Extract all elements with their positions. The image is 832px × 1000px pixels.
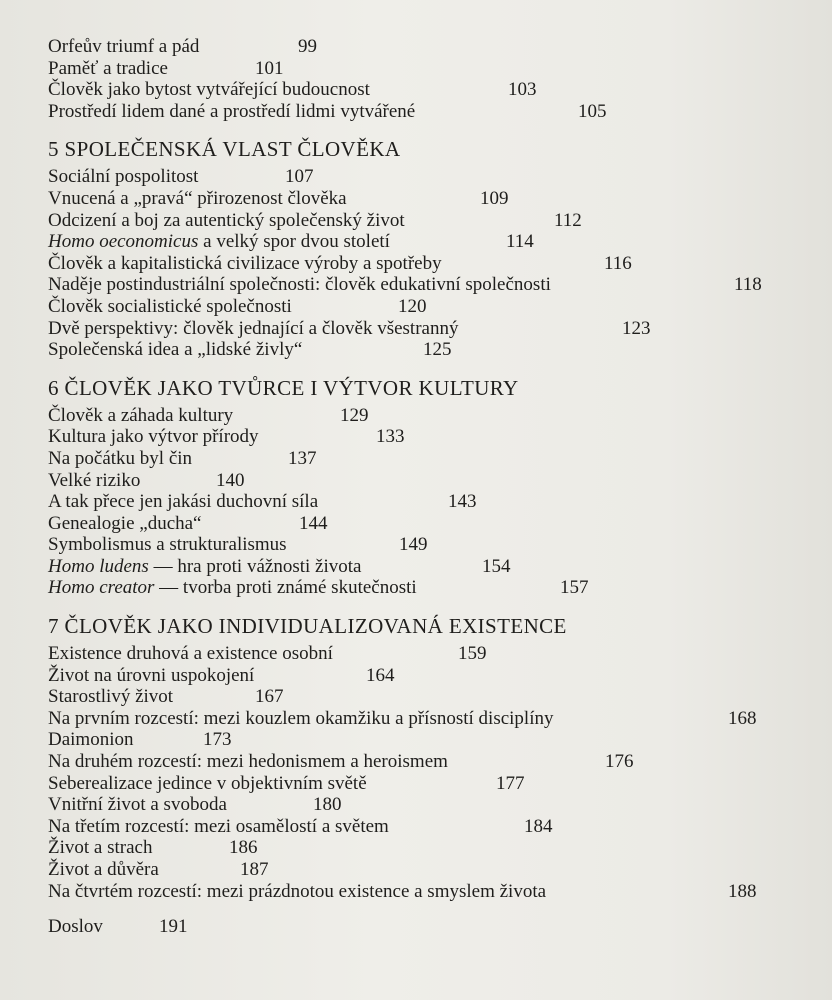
page-number: 186 [229,837,258,859]
entry-title: Na prvním rozcestí: mezi kouzlem okamžiku a přísností disciplíny [48,707,554,729]
toc-entry [48,470,808,492]
toc-entry [48,491,808,513]
entry-title: Naděje postindustriální společnosti: člověk edukativní společnosti [48,274,551,296]
section-title: 5 SPOLEČENSKÁ VLAST ČLOVĚKA [48,137,401,162]
entry-title: Život a důvěra [48,859,159,880]
intro-entries [48,36,808,122]
toc-entry [48,665,808,687]
entry-title-italic: Homo ludens [48,555,149,577]
page-number: 173 [203,729,232,751]
entry-title: Život a strach [48,837,153,859]
page-number: 109 [480,187,509,209]
toc-section [48,136,808,360]
toc-entry [48,686,808,708]
toc-entry [48,426,808,448]
page-number: 120 [398,295,427,317]
toc-entry [48,708,808,730]
entry-title: Genealogie „ducha“ [48,512,202,534]
entry-title: Seberealizace jedince v objektivním světě [48,772,367,794]
toc-entry [48,188,808,210]
toc-entry [48,773,808,795]
toc-entry [48,534,808,556]
toc-entry [48,916,808,938]
page-number: 112 [554,209,582,231]
page-number: 188 [728,880,757,902]
entry-title: Orfeův triumf a pád [48,36,200,57]
entry-title: Člověk a záhada kultury [48,404,234,426]
toc-entry [48,101,808,123]
page-number: 140 [216,469,245,491]
toc-entry [48,556,808,578]
toc-entry [48,751,808,773]
entry-title: Prostředí lidem dané a prostředí lidmi vytvářené [48,100,416,122]
page-number: 114 [506,231,534,253]
entry-title: Člověk socialistické společnosti [48,295,292,317]
toc-entry [48,210,808,232]
toc-entry [48,513,808,535]
entry-title: Na počátku byl čin [48,447,193,469]
page-number: 144 [299,512,328,534]
toc-entry [48,405,808,427]
page-number: 167 [255,686,284,708]
toc-entry [48,296,808,318]
page-number: 125 [423,339,452,361]
page-number: 177 [496,772,525,794]
entry-title: Daimonion [48,729,134,751]
toc-entry [48,448,808,470]
entry-title: Vnucená a „pravá“ přirozenost člověka [48,187,347,209]
page-number: 116 [604,252,632,274]
toc-entry [48,253,808,275]
toc-section [48,613,808,902]
entry-title: Člověk a kapitalistická civilizace výroby a spotřeby [48,252,442,274]
page-number: 123 [622,317,651,339]
toc-entry [48,729,808,751]
page-number: 118 [734,274,762,296]
page-number: 187 [240,859,269,880]
toc-entry [48,577,808,599]
toc-entry [48,643,808,665]
page-number: 154 [482,555,511,577]
entry-title: Velké riziko [48,469,141,491]
page-number: 129 [340,404,369,426]
page-number: 101 [255,57,284,79]
entry-title: Odcizení a boj za autentický společenský život [48,209,405,231]
toc-entry [48,318,808,340]
page-number: 176 [605,751,634,773]
entry-title: Doslov [48,916,103,938]
page-number: 105 [578,100,607,122]
page-number: 184 [524,815,553,837]
toc-entry [48,859,808,881]
entry-title: a velký spor dvou století [198,231,390,253]
entry-title: Na třetím rozcestí: mezi osamělostí a světem [48,815,389,837]
entry-title: Vnitřní život a svoboda [48,794,227,816]
page-number: 168 [728,707,757,729]
entry-title: — tvorba proti známé skutečnosti [154,577,417,599]
entry-title: Na čtvrtém rozcestí: mezi prázdnotou existence a smyslem života [48,880,547,902]
toc-entry [48,166,808,188]
entry-title-italic: Homo creator [48,577,155,599]
toc-entry [48,794,808,816]
toc-entry [48,881,808,903]
page-number: 99 [298,36,317,57]
entry-title: Starostlivý život [48,686,174,708]
page-number: 157 [560,577,589,599]
entry-title: Společenská idea a „lidské živly“ [48,339,303,361]
toc-entry [48,79,808,101]
toc-closing [48,916,808,938]
entry-title: Na druhém rozcestí: mezi hedonismem a heroismem [48,751,448,773]
page-number: 159 [458,643,487,665]
toc-entry [48,837,808,859]
toc-entry [48,231,808,253]
toc-entry [48,58,808,80]
table-of-contents [48,36,808,938]
entry-title-italic: Homo oeconomicus [48,231,199,253]
section-title: 7 ČLOVĚK JAKO INDIVIDUALIZOVANÁ EXISTENCE [48,614,567,639]
toc-section [48,375,808,599]
page-number: 180 [313,794,342,816]
entry-title: Symbolismus a strukturalismus [48,534,287,556]
entry-title: Sociální pospolitost [48,166,199,188]
entry-title: Dvě perspektivy: člověk jednající a člověk všestranný [48,317,459,339]
page-number: 133 [376,426,405,448]
entry-title: Paměť a tradice [48,57,168,79]
page-number: 103 [508,79,537,101]
entry-title: Kultura jako výtvor přírody [48,426,259,448]
page-number: 149 [399,534,428,556]
page-number: 143 [448,491,477,513]
entry-title: Život na úrovni uspokojení [48,664,255,686]
page-number: 191 [159,916,188,938]
toc-entry [48,339,808,361]
entry-title: Člověk jako bytost vytvářející budoucnost [48,79,370,101]
toc-entry [48,274,808,296]
page-number: 164 [366,664,395,686]
section-title: 6 ČLOVĚK JAKO TVŮRCE I VÝTVOR KULTURY [48,375,519,400]
entry-title: Existence druhová a existence osobní [48,643,333,665]
entry-title: — hra proti vážnosti života [148,555,362,577]
page-number: 137 [288,447,317,469]
toc-entry [48,816,808,838]
page-number: 107 [285,166,314,188]
toc-entry [48,36,808,58]
entry-title: A tak přece jen jakási duchovní síla [48,491,319,513]
